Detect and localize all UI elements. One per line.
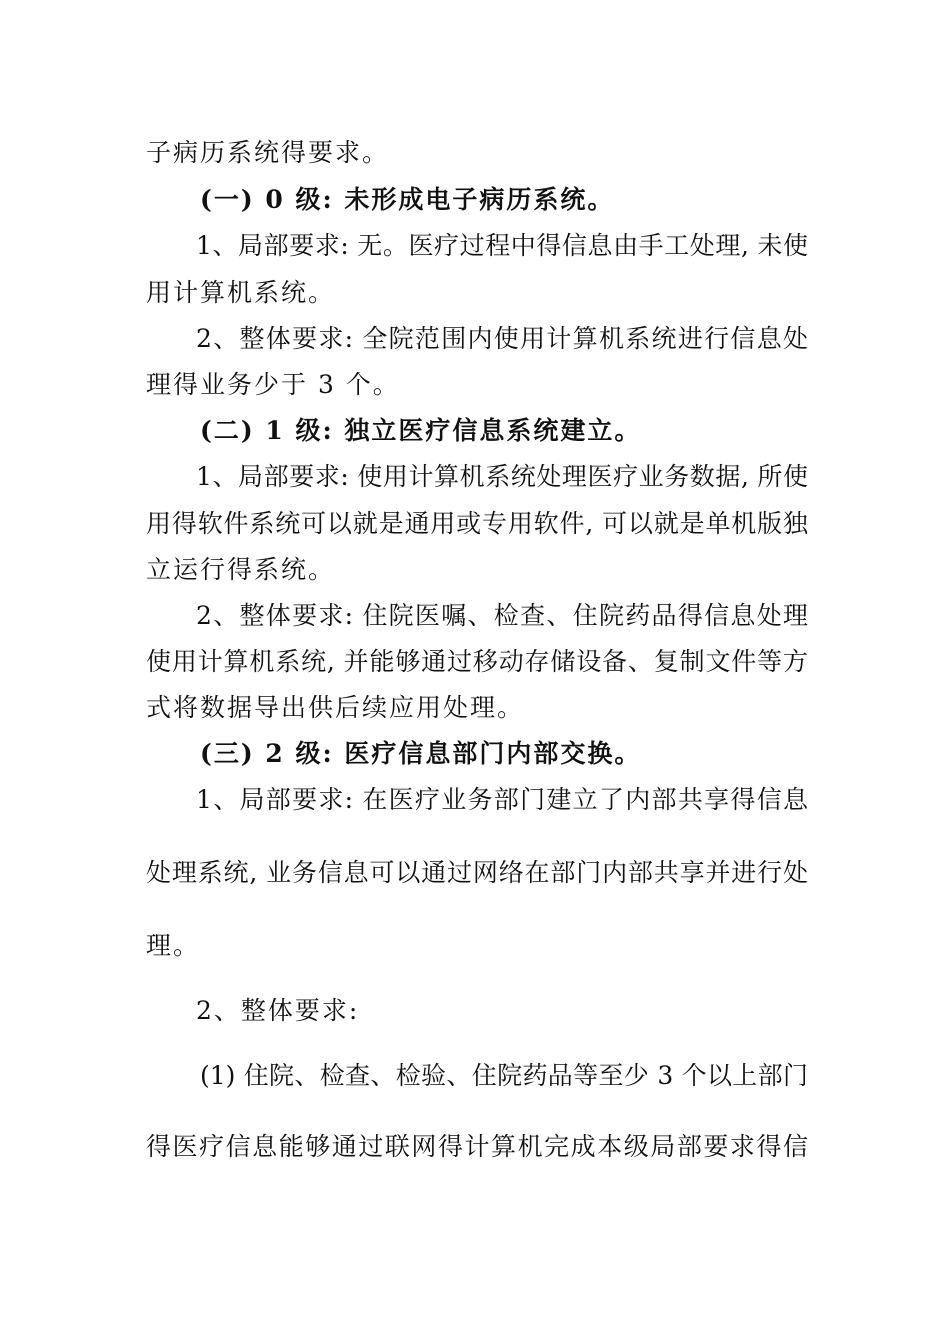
text-line: 理得业务少于 3 个。: [146, 370, 400, 399]
text-line: 处理系统, 业务信息可以通过网络在部门内部共享并进行处: [146, 858, 808, 887]
text-line: 立运行得系统。: [146, 555, 336, 584]
text-line: 2、整体要求:: [196, 996, 360, 1025]
text-line: 用计算机系统。: [146, 278, 336, 307]
text-line: 式将数据导出供后续应用处理。: [146, 693, 525, 722]
text-line: 使用计算机系统, 并能够通过移动存储设备、复制文件等方: [146, 647, 808, 676]
text-line: 1、局部要求: 无。医疗过程中得信息由手工处理, 未使: [196, 231, 808, 260]
text-line: 子病历系统得要求。: [146, 138, 390, 167]
text-line: (1) 住院、检查、检验、住院药品等至少 3 个以上部门: [200, 1061, 808, 1090]
text-line: 1、局部要求: 使用计算机系统处理医疗业务数据, 所使: [196, 462, 808, 491]
section-heading-level-2: (三) 2 级: 医疗信息部门内部交换。: [200, 739, 642, 768]
text-line: 2、整体要求: 住院医嘱、检查、住院药品得信息处理: [196, 601, 808, 630]
text-line: 用得软件系统可以就是通用或专用软件, 可以就是单机版独: [146, 509, 808, 538]
text-line: 得医疗信息能够通过联网得计算机完成本级局部要求得信: [146, 1132, 808, 1161]
text-line: 2、整体要求: 全院范围内使用计算机系统进行信息处: [196, 324, 808, 353]
text-line: 1、局部要求: 在医疗业务部门建立了内部共享得信息: [196, 785, 808, 814]
text-line: 理。: [146, 931, 201, 960]
section-heading-level-1: (二) 1 级: 独立医疗信息系统建立。: [200, 416, 642, 445]
section-heading-level-0: (一) 0 级: 未形成电子病历系统。: [200, 185, 615, 214]
